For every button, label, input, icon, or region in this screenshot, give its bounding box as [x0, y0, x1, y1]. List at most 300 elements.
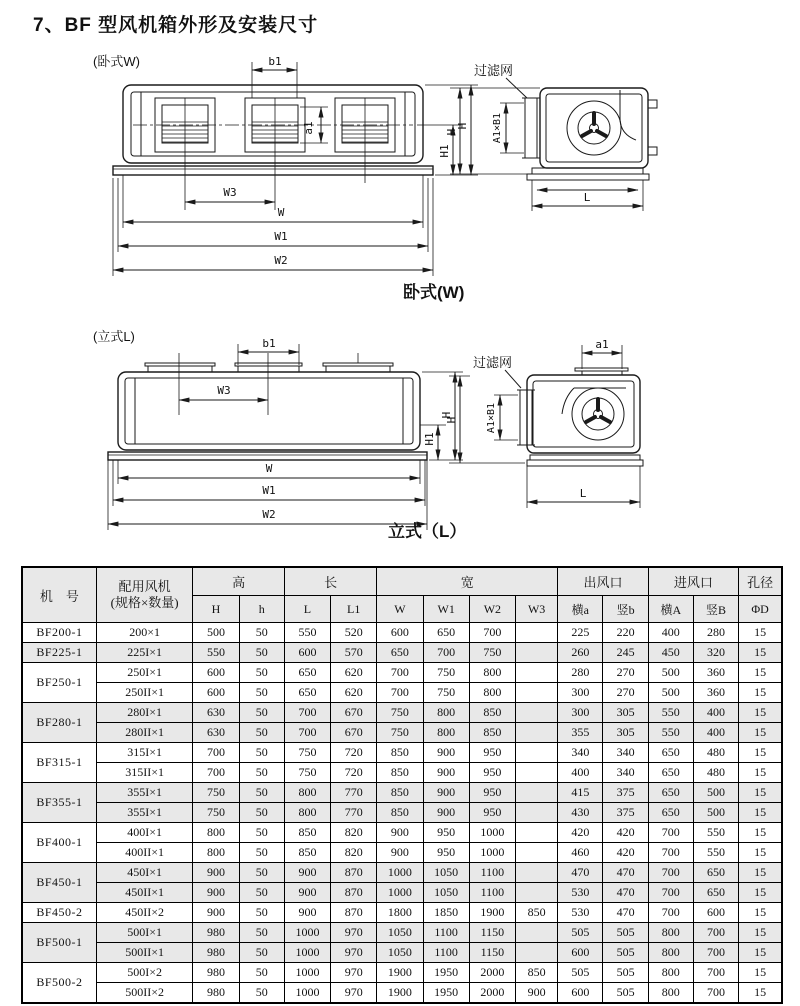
vertical-front-diagram — [85, 325, 485, 550]
value-cell — [516, 883, 558, 903]
value-cell — [516, 723, 558, 743]
fan-spec-cell: 500II×2 — [96, 983, 192, 1004]
value-cell: 520 — [331, 623, 377, 643]
fan-spec-cell: 400I×1 — [96, 823, 192, 843]
value-cell: 355 — [558, 723, 603, 743]
value-cell: 700 — [193, 743, 239, 763]
value-cell: 950 — [469, 743, 515, 763]
fanbox-outline — [123, 85, 423, 163]
value-cell: 505 — [603, 923, 648, 943]
value-cell: 2000 — [469, 963, 515, 983]
value-cell: 1900 — [377, 963, 423, 983]
value-cell: 900 — [193, 883, 239, 903]
table-row — [22, 643, 782, 663]
dim-H-side: H — [445, 128, 458, 136]
value-cell: 50 — [239, 723, 284, 743]
value-cell: 300 — [558, 703, 603, 723]
vertical-type-label: (立式L) — [93, 329, 135, 344]
value-cell: 800 — [284, 783, 330, 803]
value-cell: 1050 — [377, 923, 423, 943]
value-cell: 505 — [558, 963, 603, 983]
header-fan — [96, 567, 192, 623]
filter-mesh — [522, 98, 540, 158]
model-cell: BF500-2 — [22, 963, 96, 1004]
value-cell: 1100 — [469, 863, 515, 883]
value-cell: 550 — [648, 703, 693, 723]
dim-H: H — [440, 411, 453, 419]
value-cell: 770 — [331, 803, 377, 823]
value-cell: 750 — [284, 763, 330, 783]
value-cell: 850 — [284, 843, 330, 863]
value-cell: 50 — [239, 643, 284, 663]
value-cell: 950 — [423, 823, 469, 843]
value-cell: 320 — [693, 643, 738, 663]
value-cell: 340 — [603, 763, 648, 783]
subheader-inlet-A: 横A — [648, 596, 693, 623]
table-row — [22, 943, 782, 963]
value-cell — [516, 863, 558, 883]
subheader-W: W — [377, 596, 423, 623]
value-cell: 50 — [239, 943, 284, 963]
value-cell: 500 — [648, 683, 693, 703]
subheader-L: L — [284, 596, 330, 623]
value-cell: 630 — [193, 703, 239, 723]
value-cell: 720 — [331, 743, 377, 763]
value-cell: 600 — [193, 683, 239, 703]
outlet-flange-bottom — [648, 147, 657, 155]
value-cell: 430 — [558, 803, 603, 823]
subheader-h: h — [239, 596, 284, 623]
value-cell: 220 — [603, 623, 648, 643]
value-cell — [516, 843, 558, 863]
model-cell: BF280-1 — [22, 703, 96, 743]
filter-mesh — [517, 390, 535, 445]
model-cell: BF225-1 — [22, 643, 96, 663]
value-cell: 1050 — [423, 883, 469, 903]
value-cell: 15 — [739, 943, 782, 963]
value-cell: 1000 — [284, 963, 330, 983]
value-cell: 15 — [739, 643, 782, 663]
value-cell: 2000 — [469, 983, 515, 1004]
value-cell: 15 — [739, 743, 782, 763]
model-cell: BF450-2 — [22, 903, 96, 923]
value-cell: 50 — [239, 883, 284, 903]
fan-spec-cell: 450II×2 — [96, 903, 192, 923]
header-width-group: 宽 — [377, 567, 558, 596]
value-cell: 15 — [739, 663, 782, 683]
value-cell — [516, 943, 558, 963]
value-cell — [516, 663, 558, 683]
value-cell: 850 — [377, 783, 423, 803]
value-cell: 1000 — [377, 883, 423, 903]
value-cell: 980 — [193, 983, 239, 1004]
value-cell: 50 — [239, 803, 284, 823]
value-cell: 280 — [558, 663, 603, 683]
value-cell: 770 — [331, 783, 377, 803]
value-cell — [516, 763, 558, 783]
value-cell: 500 — [648, 663, 693, 683]
value-cell: 1050 — [423, 863, 469, 883]
value-cell: 420 — [603, 843, 648, 863]
dim-A1xB1: A1×B1 — [486, 402, 497, 434]
value-cell: 750 — [193, 803, 239, 823]
dim-W: W — [277, 206, 285, 219]
table-row — [22, 743, 782, 763]
value-cell: 360 — [693, 683, 738, 703]
dim-a1: a1 — [595, 338, 609, 351]
value-cell: 700 — [423, 643, 469, 663]
value-cell: 800 — [193, 843, 239, 863]
value-cell: 50 — [239, 683, 284, 703]
table-row — [22, 903, 782, 923]
value-cell — [516, 923, 558, 943]
value-cell: 1850 — [423, 903, 469, 923]
value-cell: 400 — [558, 763, 603, 783]
dim-L: L — [583, 191, 591, 204]
value-cell: 50 — [239, 763, 284, 783]
value-cell: 750 — [423, 683, 469, 703]
filter-label: 过滤网 — [474, 63, 514, 78]
value-cell: 650 — [648, 763, 693, 783]
value-cell: 800 — [423, 703, 469, 723]
value-cell: 950 — [423, 843, 469, 863]
value-cell: 225 — [558, 623, 603, 643]
value-cell: 50 — [239, 903, 284, 923]
value-cell: 900 — [284, 883, 330, 903]
value-cell: 650 — [648, 783, 693, 803]
table-row — [22, 763, 782, 783]
table-row — [22, 783, 782, 803]
model-cell: BF450-1 — [22, 863, 96, 903]
value-cell: 550 — [648, 723, 693, 743]
fanbox-side-outline — [540, 88, 648, 168]
value-cell: 530 — [558, 903, 603, 923]
value-cell: 245 — [603, 643, 648, 663]
value-cell: 870 — [331, 903, 377, 923]
value-cell: 870 — [331, 863, 377, 883]
subheader-phiD: ΦD — [739, 596, 782, 623]
value-cell: 1950 — [423, 963, 469, 983]
value-cell: 1000 — [469, 843, 515, 863]
dim-W3: W3 — [217, 384, 231, 397]
value-cell: 570 — [331, 643, 377, 663]
value-cell: 1050 — [377, 943, 423, 963]
subheader-inlet-B: 竖B — [693, 596, 738, 623]
value-cell: 820 — [331, 843, 377, 863]
value-cell: 650 — [648, 803, 693, 823]
value-cell: 900 — [423, 743, 469, 763]
value-cell: 850 — [377, 803, 423, 823]
value-cell: 400 — [693, 703, 738, 723]
horizontal-type-label: (卧式W) — [93, 54, 140, 69]
fan-spec-cell: 500I×1 — [96, 923, 192, 943]
fan-spec-cell: 250I×1 — [96, 663, 192, 683]
value-cell: 850 — [377, 763, 423, 783]
value-cell: 820 — [331, 823, 377, 843]
value-cell: 900 — [193, 903, 239, 923]
value-cell — [516, 683, 558, 703]
value-cell: 700 — [648, 823, 693, 843]
value-cell: 870 — [331, 883, 377, 903]
vertical-side-diagram — [445, 330, 683, 515]
dim-H1: H1 — [423, 432, 436, 446]
value-cell: 1000 — [284, 943, 330, 963]
header-fan-line1: 配用风机 — [118, 579, 171, 595]
value-cell: 1900 — [469, 903, 515, 923]
value-cell: 280 — [693, 623, 738, 643]
value-cell: 800 — [193, 823, 239, 843]
dim-A1xB1: A1×B1 — [492, 112, 503, 144]
value-cell: 1100 — [423, 943, 469, 963]
value-cell: 800 — [469, 683, 515, 703]
top-duct-flange — [575, 368, 628, 375]
value-cell: 15 — [739, 843, 782, 863]
value-cell: 50 — [239, 983, 284, 1004]
value-cell: 15 — [739, 723, 782, 743]
subheader-outlet-b: 竖b — [603, 596, 648, 623]
fan-spec-cell: 500II×1 — [96, 943, 192, 963]
value-cell: 15 — [739, 923, 782, 943]
model-cell: BF355-1 — [22, 783, 96, 823]
value-cell — [516, 783, 558, 803]
fan-spec-cell: 200×1 — [96, 623, 192, 643]
value-cell: 900 — [193, 863, 239, 883]
value-cell: 50 — [239, 923, 284, 943]
value-cell: 970 — [331, 963, 377, 983]
value-cell: 1000 — [284, 983, 330, 1004]
fan-spec-cell: 500I×2 — [96, 963, 192, 983]
horizontal-caption: 卧式(W) — [403, 283, 465, 302]
value-cell: 900 — [284, 863, 330, 883]
value-cell: 650 — [284, 663, 330, 683]
value-cell: 970 — [331, 923, 377, 943]
dim-b1: b1 — [262, 337, 276, 350]
fan-spec-cell: 225I×1 — [96, 643, 192, 663]
value-cell: 970 — [331, 943, 377, 963]
value-cell: 50 — [239, 863, 284, 883]
value-cell: 980 — [193, 963, 239, 983]
value-cell: 50 — [239, 623, 284, 643]
value-cell: 15 — [739, 863, 782, 883]
value-cell: 470 — [603, 863, 648, 883]
horizontal-front-diagram — [85, 48, 485, 308]
value-cell: 720 — [331, 763, 377, 783]
fanbox-side-outline — [527, 375, 640, 453]
value-cell: 1150 — [469, 923, 515, 943]
value-cell: 950 — [469, 783, 515, 803]
value-cell: 750 — [377, 723, 423, 743]
fan-spec-cell: 355I×1 — [96, 783, 192, 803]
value-cell: 620 — [331, 663, 377, 683]
value-cell: 470 — [603, 883, 648, 903]
value-cell: 1000 — [377, 863, 423, 883]
value-cell: 800 — [284, 803, 330, 823]
value-cell: 420 — [558, 823, 603, 843]
value-cell: 1150 — [469, 943, 515, 963]
value-cell: 900 — [516, 983, 558, 1004]
value-cell: 800 — [648, 963, 693, 983]
subheader-L1: L1 — [331, 596, 377, 623]
value-cell: 850 — [377, 743, 423, 763]
header-length-group: 长 — [284, 567, 376, 596]
dim-W2: W2 — [274, 254, 288, 267]
value-cell: 850 — [516, 903, 558, 923]
value-cell: 300 — [558, 683, 603, 703]
value-cell: 670 — [331, 703, 377, 723]
dim-W3: W3 — [223, 186, 237, 199]
value-cell: 900 — [377, 823, 423, 843]
table-row — [22, 823, 782, 843]
value-cell: 500 — [693, 803, 738, 823]
subheader-outlet-a: 横a — [558, 596, 603, 623]
value-cell: 50 — [239, 823, 284, 843]
value-cell: 700 — [284, 703, 330, 723]
subheader-W1: W1 — [423, 596, 469, 623]
subheader-H: H — [193, 596, 239, 623]
value-cell: 700 — [377, 683, 423, 703]
table-row — [22, 623, 782, 643]
value-cell: 800 — [648, 983, 693, 1004]
table-row — [22, 963, 782, 983]
value-cell: 700 — [193, 763, 239, 783]
filter-leader-line — [505, 370, 521, 388]
value-cell: 1900 — [377, 983, 423, 1004]
value-cell: 650 — [693, 883, 738, 903]
header-inlet-group: 进风口 — [648, 567, 738, 596]
dim-W1: W1 — [262, 484, 276, 497]
dim-W2: W2 — [262, 508, 276, 521]
table-row — [22, 843, 782, 863]
dim-a1: a1 — [302, 121, 315, 135]
value-cell: 970 — [331, 983, 377, 1004]
model-cell: BF500-1 — [22, 923, 96, 963]
top-duct-flanges — [145, 353, 393, 415]
mounting-base — [108, 452, 427, 460]
value-cell: 800 — [469, 663, 515, 683]
value-cell: 260 — [558, 643, 603, 663]
value-cell: 900 — [284, 903, 330, 923]
value-cell — [516, 803, 558, 823]
value-cell: 15 — [739, 983, 782, 1004]
fan-spec-cell: 450II×1 — [96, 883, 192, 903]
value-cell: 15 — [739, 883, 782, 903]
fan-spec-cell: 250II×1 — [96, 683, 192, 703]
value-cell: 900 — [423, 763, 469, 783]
dim-H1: H1 — [438, 144, 451, 158]
header-machine-no: 机 号 — [22, 567, 96, 623]
header-outlet-group: 出风口 — [558, 567, 648, 596]
horizontal-side-diagram — [445, 50, 683, 218]
value-cell: 950 — [469, 763, 515, 783]
dim-b1: b1 — [268, 55, 282, 68]
value-cell: 670 — [331, 723, 377, 743]
value-cell: 15 — [739, 683, 782, 703]
value-cell: 650 — [423, 623, 469, 643]
value-cell: 900 — [377, 843, 423, 863]
table-row — [22, 723, 782, 743]
value-cell: 750 — [423, 663, 469, 683]
value-cell: 375 — [603, 783, 648, 803]
value-cell: 700 — [693, 943, 738, 963]
value-cell: 800 — [648, 943, 693, 963]
value-cell: 1000 — [284, 923, 330, 943]
value-cell: 470 — [603, 903, 648, 923]
value-cell: 750 — [377, 703, 423, 723]
value-cell: 1000 — [469, 823, 515, 843]
fanbox-outline — [118, 372, 420, 450]
value-cell: 550 — [693, 823, 738, 843]
dim-W: W — [265, 462, 273, 475]
value-cell: 50 — [239, 783, 284, 803]
value-cell: 950 — [469, 803, 515, 823]
value-cell: 15 — [739, 763, 782, 783]
value-cell: 900 — [423, 783, 469, 803]
value-cell: 1950 — [423, 983, 469, 1004]
fan-spec-cell: 450I×1 — [96, 863, 192, 883]
value-cell: 360 — [693, 663, 738, 683]
value-cell: 1800 — [377, 903, 423, 923]
value-cell: 700 — [284, 723, 330, 743]
value-cell: 270 — [603, 663, 648, 683]
value-cell: 600 — [377, 623, 423, 643]
value-cell: 400 — [648, 623, 693, 643]
value-cell: 700 — [648, 903, 693, 923]
value-cell: 470 — [558, 863, 603, 883]
value-cell: 600 — [284, 643, 330, 663]
value-cell: 700 — [648, 843, 693, 863]
value-cell: 15 — [739, 823, 782, 843]
value-cell — [516, 703, 558, 723]
value-cell: 15 — [739, 703, 782, 723]
fan-spec-cell: 315II×1 — [96, 763, 192, 783]
value-cell: 900 — [423, 803, 469, 823]
dim-H-side: H — [445, 416, 458, 424]
value-cell: 850 — [469, 703, 515, 723]
value-cell: 305 — [603, 703, 648, 723]
value-cell: 700 — [693, 923, 738, 943]
value-cell: 340 — [603, 743, 648, 763]
value-cell: 700 — [469, 623, 515, 643]
fan-spec-cell: 400II×1 — [96, 843, 192, 863]
dimension-table — [21, 566, 783, 1004]
side-base — [527, 168, 649, 180]
dim-L: L — [579, 487, 587, 500]
fan-spec-cell: 315I×1 — [96, 743, 192, 763]
value-cell: 800 — [423, 723, 469, 743]
value-cell: 650 — [693, 863, 738, 883]
value-cell: 450 — [648, 643, 693, 663]
value-cell: 15 — [739, 783, 782, 803]
value-cell: 600 — [558, 983, 603, 1004]
value-cell: 50 — [239, 703, 284, 723]
value-cell: 1100 — [423, 923, 469, 943]
value-cell: 530 — [558, 883, 603, 903]
value-cell: 600 — [558, 943, 603, 963]
value-cell: 850 — [516, 963, 558, 983]
value-cell: 375 — [603, 803, 648, 823]
value-cell — [516, 743, 558, 763]
value-cell: 15 — [739, 803, 782, 823]
value-cell: 505 — [558, 923, 603, 943]
subheader-W3: W3 — [516, 596, 558, 623]
model-cell: BF315-1 — [22, 743, 96, 783]
table-row — [22, 863, 782, 883]
value-cell: 700 — [693, 983, 738, 1004]
model-cell: BF400-1 — [22, 823, 96, 863]
value-cell: 480 — [693, 763, 738, 783]
outlet-flange-top — [648, 100, 657, 108]
value-cell: 505 — [603, 983, 648, 1004]
